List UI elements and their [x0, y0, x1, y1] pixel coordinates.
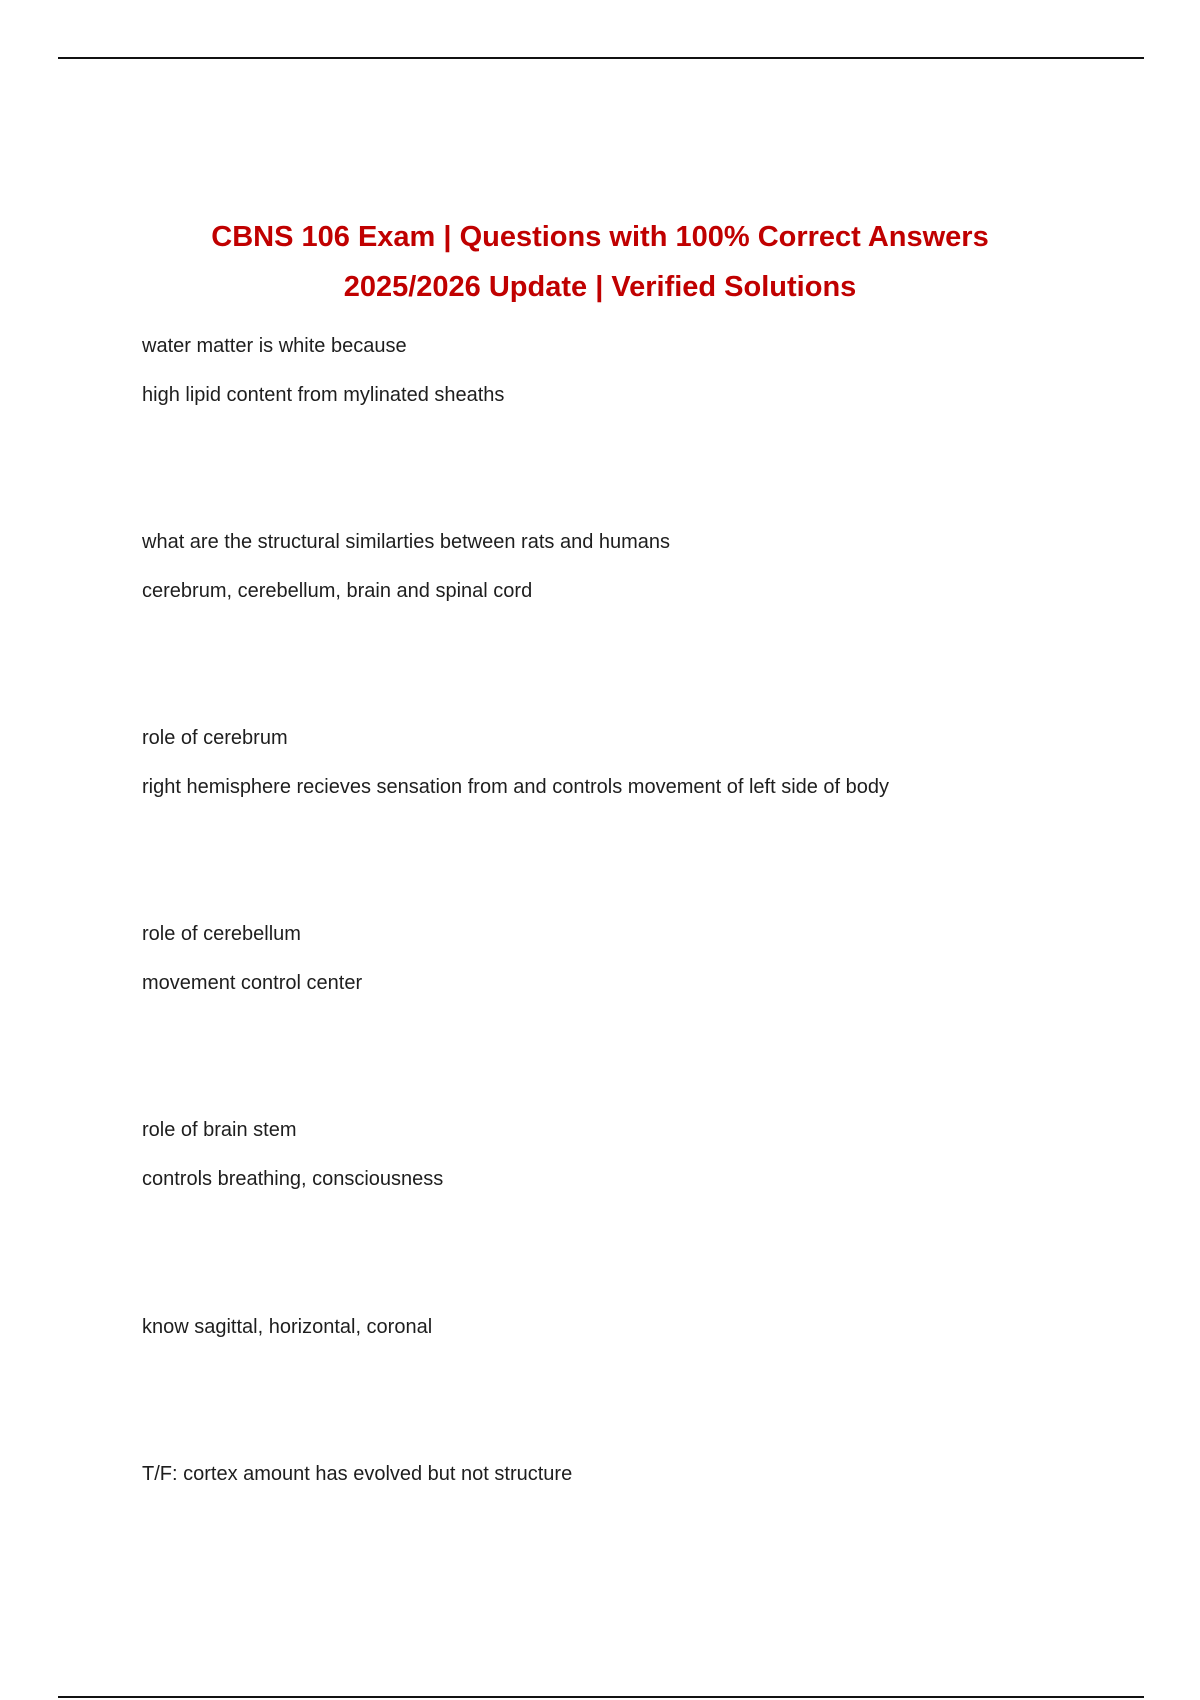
header-rule — [58, 57, 1144, 59]
question-7: T/F: cortex amount has evolved but not structure — [142, 1463, 573, 1485]
question-6: know sagittal, horizontal, coronal — [142, 1316, 433, 1338]
answer-3: right hemisphere recieves sensation from and controls movement of left side of body — [142, 776, 890, 798]
question-2: what are the structural similarties between rats and humans — [142, 531, 671, 553]
answer-2: cerebrum, cerebellum, brain and spinal cord — [142, 580, 533, 602]
title-line-2: 2025/2026 Update | Verified Solutions — [343, 271, 857, 303]
question-1: water matter is white because — [142, 335, 407, 357]
page-title — [0, 212, 1200, 312]
answer-1: high lipid content from mylinated sheaths — [142, 384, 505, 406]
answer-4: movement control center — [142, 972, 363, 994]
question-3: role of cerebrum — [142, 727, 288, 749]
footer-rule — [58, 1696, 1144, 1698]
title-line-1: CBNS 106 Exam | Questions with 100% Correct Answers — [211, 221, 989, 253]
question-5: role of brain stem — [142, 1119, 297, 1141]
question-4: role of cerebellum — [142, 923, 301, 945]
answer-5: controls breathing, consciousness — [142, 1168, 444, 1190]
